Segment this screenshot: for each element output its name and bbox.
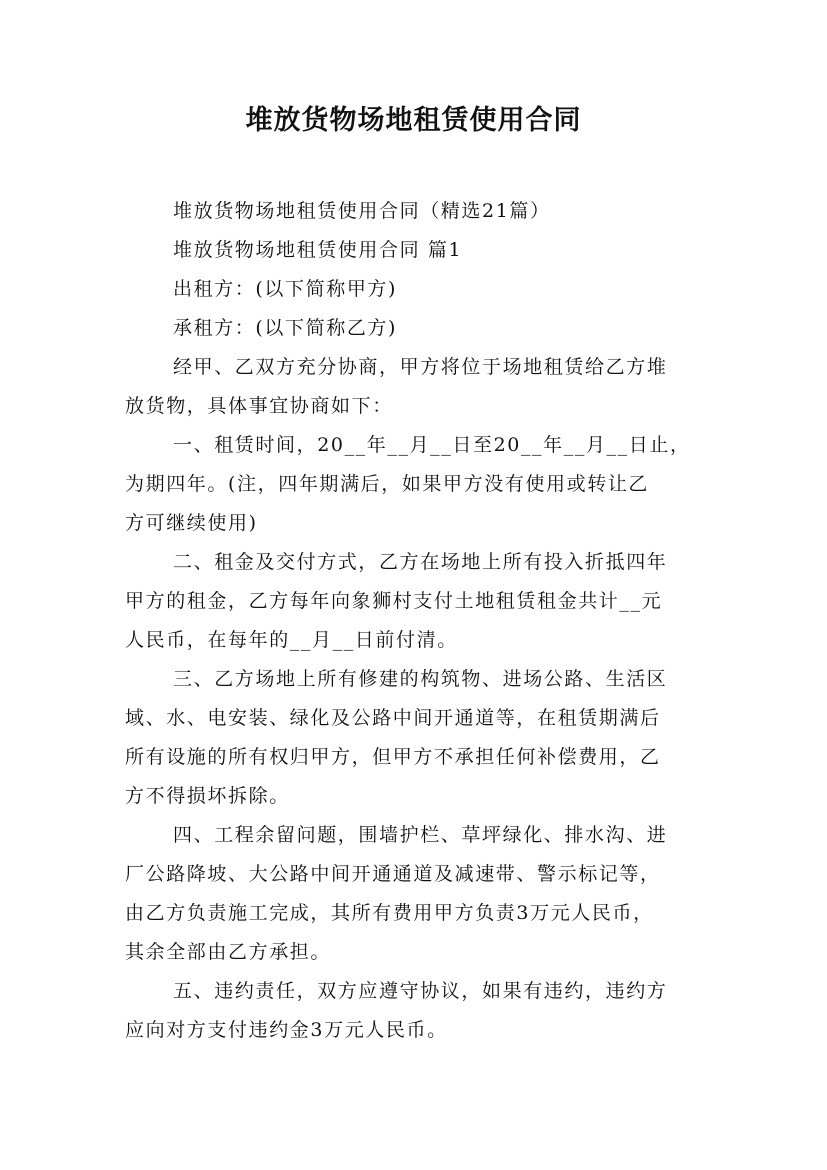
document-line: 所有设施的所有权归甲方，但甲方不承担任何补偿费用，乙 [125, 746, 661, 768]
document-line: 二、租金及交付方式，乙方在场地上所有投入折抵四年 [173, 551, 668, 573]
document-line: 四、工程余留问题，围墙护栏、草坪绿化、排水沟、进 [173, 824, 668, 846]
document-line: 厂公路降坡、大公路中间开通通道及减速带、警示标记等， [125, 863, 661, 885]
document-line: 甲方的租金，乙方每年向象狮村支付土地租赁租金共计__元 [125, 590, 663, 612]
document-title: 堆放货物场地租赁使用合同 [245, 105, 582, 136]
document-line: 五、违约责任，双方应遵守协议，如果有违约，违约方 [173, 980, 668, 1002]
document-line: 应向对方支付违约金3万元人民币。 [125, 1019, 448, 1041]
document-body [125, 192, 715, 1050]
document-line: 堆放货物场地租赁使用合同 篇1 [173, 239, 463, 261]
document-line: 其余全部由乙方承担。 [125, 941, 332, 963]
document-line: 为期四年。(注，四年期满后，如果甲方没有使用或转让乙 [125, 473, 650, 495]
document-line: 方不得损坏拆除。 [125, 785, 290, 807]
document-line: 域、水、电安装、绿化及公路中间开通道等，在租赁期满后 [125, 707, 661, 729]
document-line: 堆放货物场地租赁使用合同（精选21篇） [173, 200, 551, 222]
document-line: 放货物，具体事宜协商如下： [125, 395, 393, 417]
document-line: 方可继续使用) [125, 512, 258, 534]
document-line: 由乙方负责施工完成，其所有费用甲方负责3万元人民币， [125, 902, 654, 924]
document-line: 三、乙方场地上所有修建的构筑物、进场公路、生活区 [173, 668, 668, 690]
document-line: 人民币，在每年的__月__日前付清。 [125, 629, 458, 651]
document-line: 一、租赁时间，20__年__月__日至20__年__月__日止， [173, 434, 691, 456]
document-line: 出租方：(以下简称甲方) [173, 278, 398, 300]
document-line: 经甲、乙双方充分协商，甲方将位于场地租赁给乙方堆 [173, 356, 668, 378]
document-line: 承租方：(以下简称乙方) [173, 317, 398, 339]
